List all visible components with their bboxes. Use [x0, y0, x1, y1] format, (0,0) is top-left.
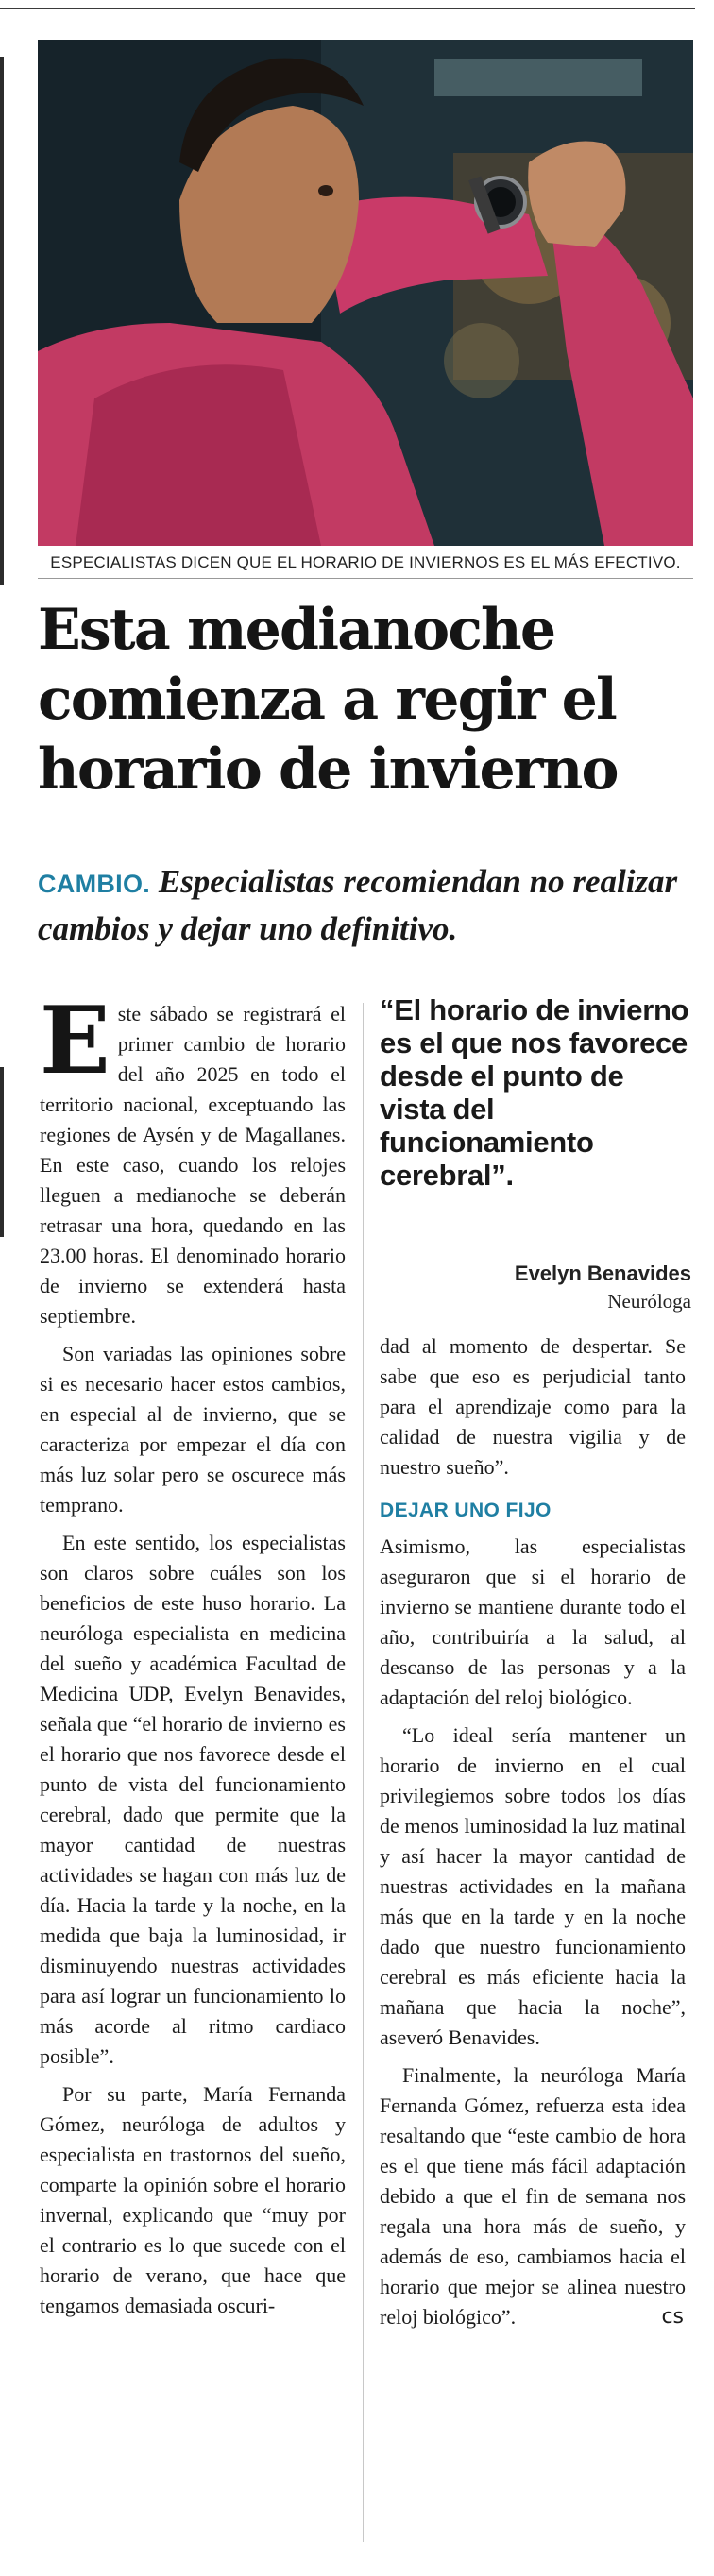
end-mark-icon: ᴄꜱ [661, 2305, 684, 2329]
photo-illustration [38, 40, 693, 546]
caption-divider [38, 578, 693, 579]
subhead-kicker: CAMBIO. [38, 870, 151, 898]
article-paragraph: “Lo ideal sería mantener un horario de invierno en el cual privilegiemos sobre todos los días de menos luminosidad la luz matinal y así hacer la mayor cantidad de nuestras actividades en la mañana más que en la tarde y en la noche dado que nuestro funcionamiento cerebral es más eficiente hacia la mañana que hacia la noche”, aseveró Benavides. [380, 1723, 686, 2049]
article-subhead [38, 859, 699, 952]
column-divider [363, 1003, 364, 2542]
subhead-text: Especialistas recomiendan no realizar cambios y dejar uno definitivo. [38, 863, 678, 947]
photo-caption: ESPECIALISTAS DICEN QUE EL HORARIO DE INVIERNOS ES EL MÁS EFECTIVO. [50, 553, 681, 571]
article-paragraph: Por su parte, María Fernanda Gómez, neuróloga de adultos y especialista en trastornos del sueño, comparte la opinión sobre el horario invernal, explicando que “muy por el contrario es lo que sucede con el horario de verano, que hace que tengamos demasiada oscuri- [40, 2082, 346, 2317]
article-paragraph [40, 987, 346, 1331]
margin-mark [0, 57, 4, 585]
quote-author-name: Evelyn Benavides [514, 1262, 691, 1285]
pull-quote: “El horario de invierno es el que nos favorece desde el punto de vista del funcionamiento cerebral”. [380, 993, 689, 1192]
article-paragraph: En este sentido, los especialistas son claros sobre cuáles son los beneficios de este huso horario. La neuróloga especialista en medicina del sueño y académica Facultad de Medicina UDP, Evelyn Benavides, señala que “el horario de invierno es el horario que nos favorece desde el punto de vista del funcionamiento cerebral, dado que permite que la mayor cantidad de nuestras actividades se hagan con más luz de día. Hacia la tarde y la noche, en la medida que baja la luminosidad, ir disminuyendo nuestras actividades para así lograr un funcionamiento lo más acorde al ritmo cardiaco posible”. [40, 1531, 346, 2068]
article-column-right [380, 1331, 686, 2340]
margin-mark [0, 1067, 4, 1237]
article-column-left [40, 987, 346, 2329]
quote-author-role: Neuróloga [607, 1290, 691, 1313]
article-paragraph: dad al momento de despertar. Se sabe que eso es perjudicial tanto para el aprendizaje como para la calidad de nuestra vigilia y de nuestro sueño”. [380, 1334, 686, 1479]
article-paragraph [380, 2060, 686, 2332]
article-paragraph: Asimismo, las especialistas aseguraron que si el horario de invierno se mantiene durante todo el año, contribuiría a la salud, al descanso de las personas y a la adaptación del reloj biológico. [380, 1534, 686, 1709]
paragraph-text: Finalmente, la neuróloga María Fernanda Gómez, refuerza esta idea resaltando que “este cambio de hora es el que tiene más fácil adaptación debido a que el fin de semana nos regala una hora más de sueño, y además de eso, cambiamos hacia el horario que mejor se alinea nuestro reloj biológico”. [380, 2063, 686, 2329]
article-photo [38, 40, 693, 546]
drop-cap: E [40, 987, 110, 1095]
article-paragraph: Son variadas las opiniones sobre si es necesario hacer estos cambios, en especial al de invierno, que se caracteriza por empezar el día con más luz solar pero se oscurece más temprano. [40, 1342, 346, 1517]
top-rule [0, 8, 695, 9]
section-heading: DEJAR UNO FIJO [380, 1500, 552, 1521]
article-headline: Esta medianoche comienza a regir el horario de invierno [38, 597, 618, 803]
paragraph-text: ste sábado se registrará el primer cambio de horario del año 2025 en todo el territorio nacional, exceptuando las regiones de Aysén y de Magallanes. En este caso, cuando los relojes lleguen a medianoche se deberán retrasar una hora, quedando en las 23.00 horas. El denominado horario de invierno se extenderá hasta septiembre. [40, 1002, 346, 1328]
